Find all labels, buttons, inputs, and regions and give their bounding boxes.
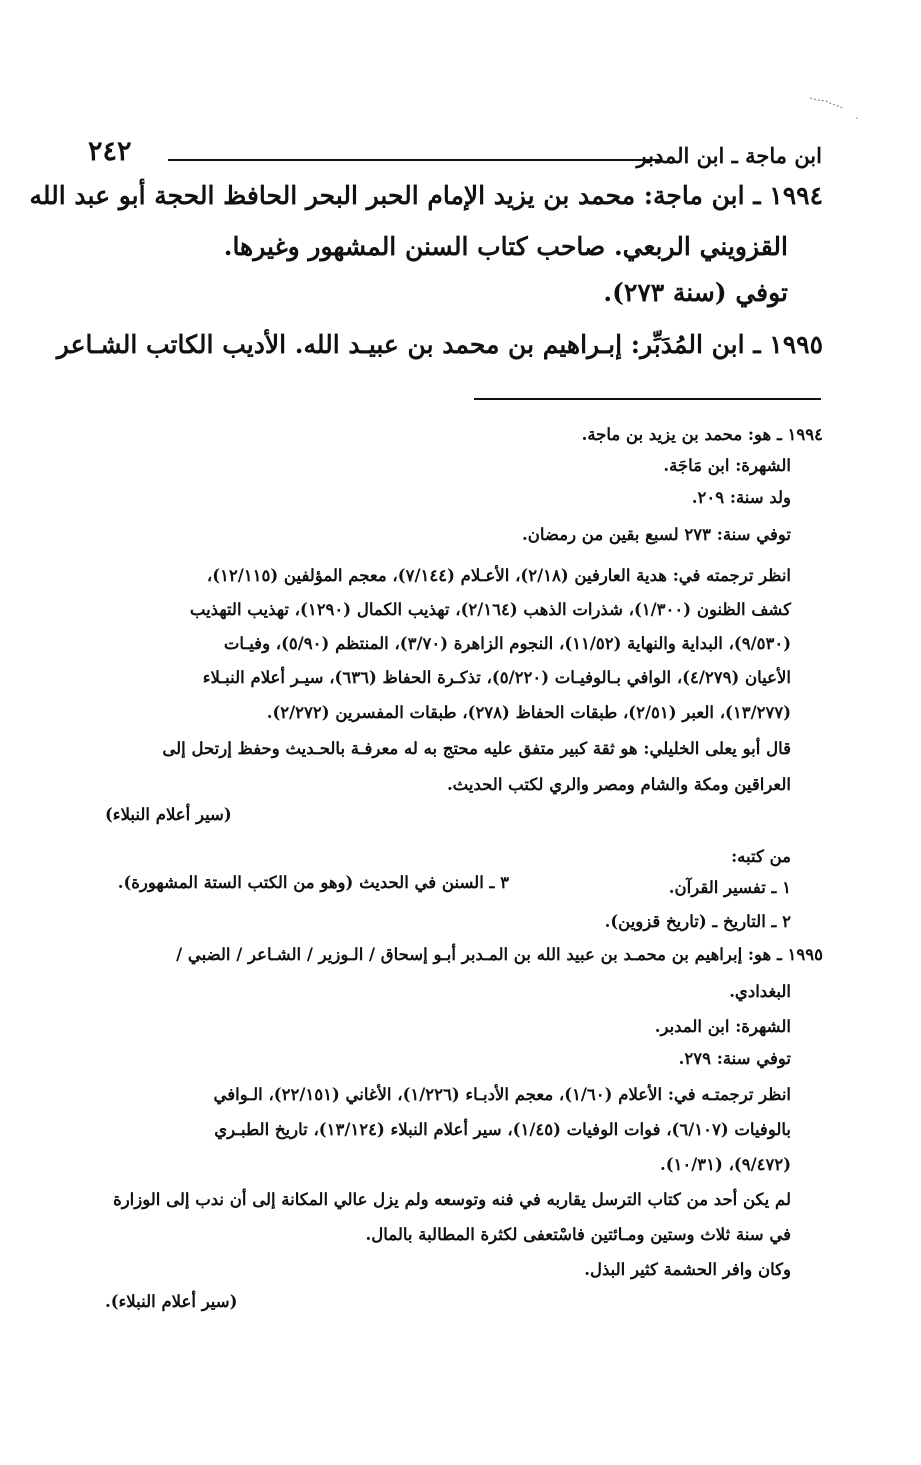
footnote-line: الشهرة: ابن مَاجَة. xyxy=(663,456,791,475)
scan-artifact-marks xyxy=(808,94,863,124)
footnote-line: توفي سنة: ٢٧٣ لسبع بقين من رمضان. xyxy=(522,525,791,544)
footnote-line: ولد سنة: ٢٠٩. xyxy=(691,488,791,507)
entry-1994-line-3: توفي (سنة ٢٧٣). xyxy=(603,278,788,307)
entry-1994-line-1: ١٩٩٤ ـ ابن ماجة: محمد بن يزيد الإمام الحبر البحر الحافظ الحجة أبو عبد الله xyxy=(29,181,823,210)
footnote-line: لم يكن أحد من كتاب الترسل يقاربه في فنه وتوسعه ولم يزل عالي المكانة إلى أن ندب إلى الوزارة xyxy=(113,1190,791,1209)
footnote-line: من كتبه: xyxy=(731,847,791,866)
footnote-book-item: ٢ ـ التاريخ ـ (تاريخ قزوين). xyxy=(604,912,791,931)
footnote-line: بالوفيات (٦/١٠٧)، فوات الوفيات (١/٤٥)، سير أعلام النبلاء (١٣/١٢٤)، تاريخ الطبـري xyxy=(214,1120,791,1139)
header-rule xyxy=(168,159,661,161)
footnote-line: كشف الظنون (١/٣٠٠)، شذرات الذهب (٢/١٦٤)، تهذيب الكمال (١٢٩٠)، تهذيب التهذيب xyxy=(189,600,791,619)
entry-1995-line-1: ١٩٩٥ ـ ابن المُدَبِّر: إبـراهيم بن محمد بن عبيـد الله. الأديب الكاتب الشـاعر xyxy=(56,330,823,359)
footnote-book-item: ٣ ـ السنن في الحديث (وهو من الكتب الستة المشهورة). xyxy=(117,873,509,892)
footnote-line: (٩/٤٧٢)، (١٠/٣١). xyxy=(659,1155,791,1174)
footnote-line: انظر ترجمتـه في: الأعلام (١/٦٠)، معجم الأدبـاء (١/٢٢٦)، الأغاني (٢٢/١٥١)، الـوافي xyxy=(213,1085,791,1104)
footnote-line: ١٩٩٥ ـ هو: إبراهيم بن محمـد بن عبيد الله بن المـدبر أبـو إسحاق / الـوزير / الشـاعر / الضبي / xyxy=(176,945,823,964)
footnote-source: (سير أعلام النبلاء) xyxy=(105,805,232,824)
footnote-line: الشهرة: ابن المدبر. xyxy=(654,1017,791,1036)
footnote-line: انظر ترجمته في: هدية العارفين (٢/١٨)، الأعـلام (٧/١٤٤)، معجم المؤلفين (١٢/١١٥)، xyxy=(206,566,791,585)
footnote-line: العراقين ومكة والشام ومصر والري لكتب الحديث. xyxy=(446,775,791,794)
running-header-title: ابن ماجة ـ ابن المدبر xyxy=(636,143,822,168)
page-number: ٢٤٢ xyxy=(88,136,132,167)
footnote-separator xyxy=(474,398,821,400)
footnote-line: قال أبو يعلى الخليلي: هو ثقة كبير متفق عليه محتج به له معرفـة بالحـديث وحفظ إرتحل إلى xyxy=(162,739,791,758)
footnote-line: (٩/٥٣٠)، البداية والنهاية (١١/٥٢)، النجوم الزاهرة (٣/٧٠)، المنتظم (٥/٩٠)، وفيـات xyxy=(223,634,791,653)
footnote-line: البغدادي. xyxy=(729,982,791,1001)
footnote-source: (سير أعلام النبلاء). xyxy=(105,1292,238,1311)
footnote-line: توفي سنة: ٢٧٩. xyxy=(678,1049,791,1068)
entry-1994-line-2: القزويني الربعي. صاحب كتاب السنن المشهور وغيرها. xyxy=(223,232,788,261)
footnote-line: في سنة ثلاث وستين ومـائتين فاسْتعفى لكثرة المطالبة بالمال. xyxy=(365,1225,791,1244)
footnote-line: الأعيان (٤/٢٧٩)، الوافي بـالوفيـات (٥/٢٢٠)، تذكـرة الحفاظ (٦٣٦)، سيـر أعلام النبـلاء xyxy=(202,668,791,687)
footnote-book-item: ١ ـ تفسير القرآن. xyxy=(668,878,791,897)
footnote-line: ١٩٩٤ ـ هو: محمد بن يزيد بن ماجة. xyxy=(581,425,823,444)
footnote-line: (١٣/٢٧٧)، العبر (٢/٥١)، طبقات الحفاظ (٢٧٨)، طبقات المفسرين (٢/٢٧٢). xyxy=(266,703,791,722)
footnote-line: وكان وافر الحشمة كثير البذل. xyxy=(584,1260,791,1279)
